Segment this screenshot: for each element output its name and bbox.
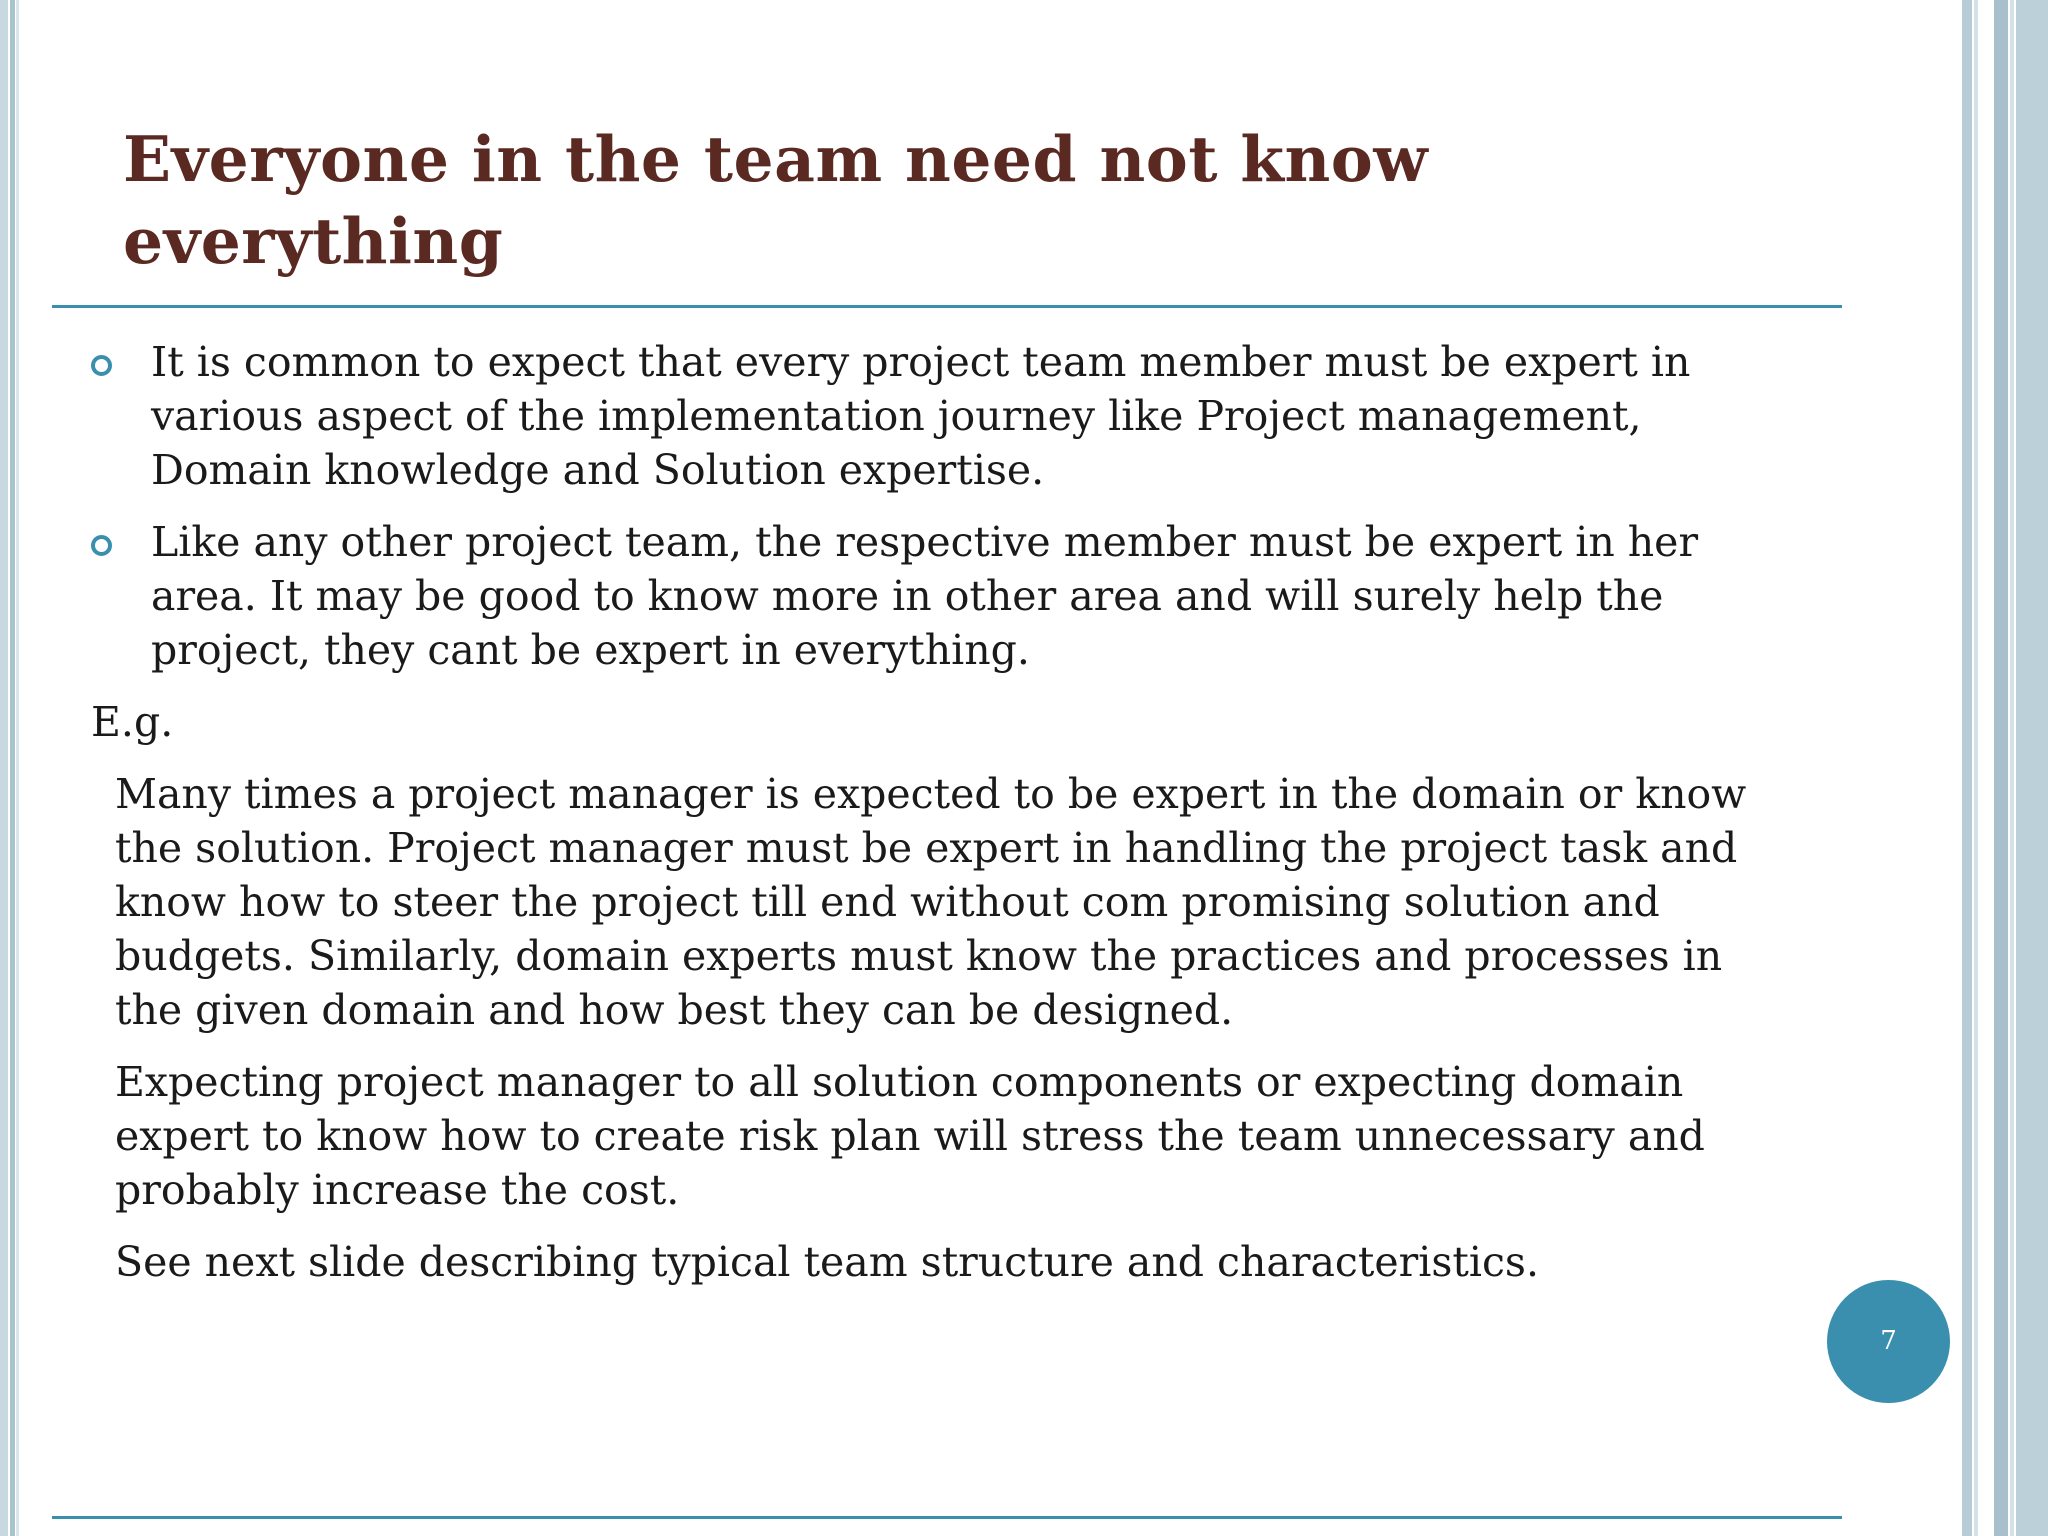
body-paragraph: See next slide describing typical team structure and characteristics. — [115, 1238, 1539, 1286]
slide-body — [88, 335, 1778, 1307]
bullet-circle-icon — [91, 535, 112, 556]
bullet-text: It is common to expect that every project team member must be expert in various aspect of the implementation journey like Project management, Domain knowledge and Solution expertise. — [151, 338, 1691, 494]
right-stripe — [1982, 0, 1992, 1536]
bullet-text: Like any other project team, the respective member must be expert in her area. It may be good to know more in other area and will surely help the project, they cant be expert in everything. — [151, 518, 1699, 674]
left-border-stripe — [0, 0, 8, 1536]
right-stripe — [1974, 0, 1978, 1536]
left-border-stripe — [10, 0, 15, 1536]
title-divider — [52, 305, 1842, 308]
left-border-stripe — [16, 0, 19, 1536]
right-stripe — [2016, 0, 2048, 1536]
right-decorative-stripes — [1962, 0, 2048, 1536]
right-stripe — [1962, 0, 1972, 1536]
right-stripe — [1994, 0, 2008, 1536]
example-label: E.g. — [91, 698, 174, 746]
slide-title: Everyone in the team need not know everything — [123, 122, 1429, 278]
body-paragraph: Many times a project manager is expected to be expert in the domain or know the solution. Project manager must be expert in handling the project task and know how to steer the project till end without com promising solution and budgets. Similarly, domain experts must know the practices and processes in the given domain and how best they can be designed. — [115, 770, 1747, 1034]
bullet-item — [88, 335, 1778, 497]
page-number-badge: 7 — [1827, 1280, 1950, 1403]
right-stripe — [2010, 0, 2014, 1536]
bullet-item — [88, 515, 1778, 677]
footer-divider — [52, 1516, 1842, 1519]
body-paragraph: Expecting project manager to all solution components or expecting domain expert to know how to create risk plan will stress the team unnecessary and probably increase the cost. — [115, 1058, 1705, 1214]
bullet-circle-icon — [91, 355, 112, 376]
